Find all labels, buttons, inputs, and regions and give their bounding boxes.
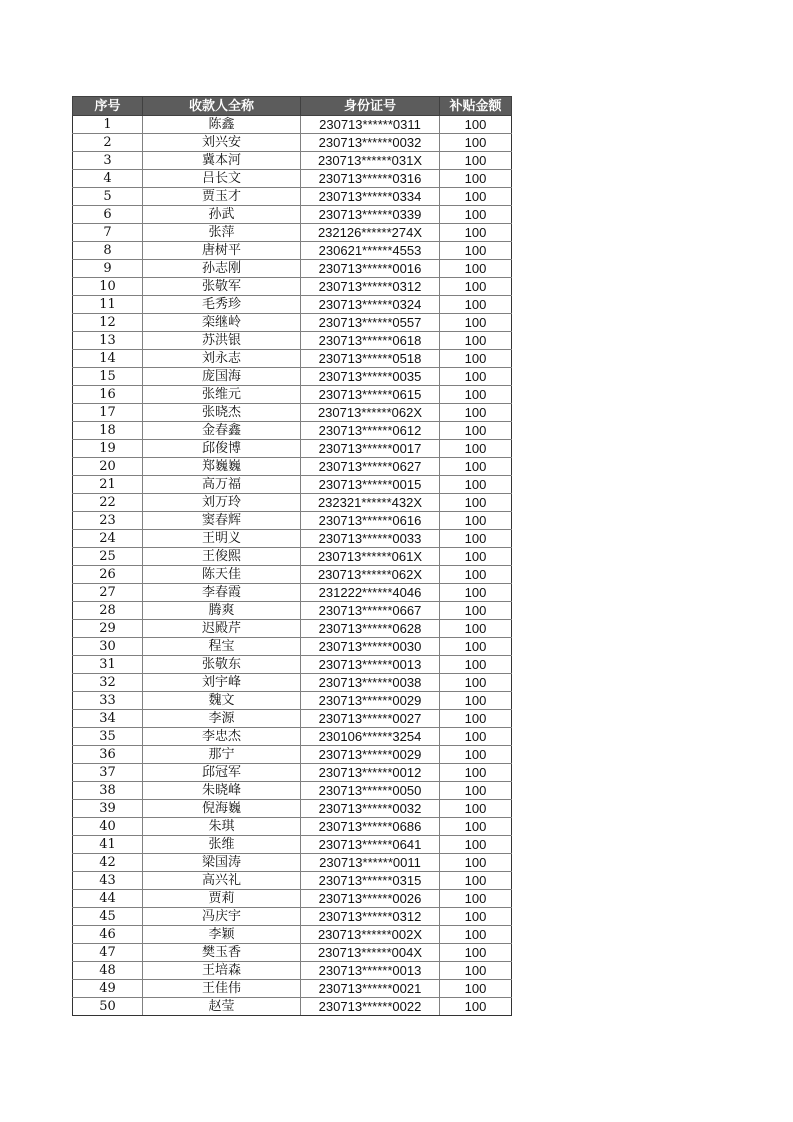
table-row bbox=[73, 296, 512, 314]
payee-name-cell: 邱俊博 bbox=[143, 440, 301, 458]
id-number-cell: 230713******0011 bbox=[301, 854, 440, 872]
table-row bbox=[73, 386, 512, 404]
id-number-cell: 230713******0627 bbox=[301, 458, 440, 476]
id-number-cell: 230621******4553 bbox=[301, 242, 440, 260]
table-row bbox=[73, 494, 512, 512]
id-number-cell: 230713******062X bbox=[301, 404, 440, 422]
payee-name-cell: 郑巍巍 bbox=[143, 458, 301, 476]
table-body bbox=[73, 116, 512, 1016]
subsidy-amount-cell: 100 bbox=[440, 422, 512, 440]
id-number-cell: 230713******0017 bbox=[301, 440, 440, 458]
payee-name-cell: 孙志刚 bbox=[143, 260, 301, 278]
payee-name-cell: 贾玉才 bbox=[143, 188, 301, 206]
payee-name-cell: 王佳伟 bbox=[143, 980, 301, 998]
serial-number-cell: 18 bbox=[73, 422, 143, 440]
subsidy-amount-cell: 100 bbox=[440, 224, 512, 242]
serial-number-cell: 50 bbox=[73, 998, 143, 1016]
table-row bbox=[73, 332, 512, 350]
table-row bbox=[73, 152, 512, 170]
header-row bbox=[73, 97, 512, 116]
subsidy-amount-cell: 100 bbox=[440, 188, 512, 206]
payee-name-cell: 李源 bbox=[143, 710, 301, 728]
subsidy-amount-cell: 100 bbox=[440, 926, 512, 944]
payee-name-cell: 那宁 bbox=[143, 746, 301, 764]
payee-name-cell: 程宝 bbox=[143, 638, 301, 656]
subsidy-amount-cell: 100 bbox=[440, 890, 512, 908]
serial-number-cell: 13 bbox=[73, 332, 143, 350]
payee-name-cell: 陈天佳 bbox=[143, 566, 301, 584]
payee-name-cell: 邱冠军 bbox=[143, 764, 301, 782]
id-number-cell: 230713******0312 bbox=[301, 278, 440, 296]
subsidy-amount-cell: 100 bbox=[440, 530, 512, 548]
id-number-cell: 230713******0013 bbox=[301, 656, 440, 674]
subsidy-amount-cell: 100 bbox=[440, 296, 512, 314]
table-row bbox=[73, 404, 512, 422]
serial-number-cell: 24 bbox=[73, 530, 143, 548]
serial-number-cell: 33 bbox=[73, 692, 143, 710]
subsidy-amount-cell: 100 bbox=[440, 314, 512, 332]
serial-number-cell: 9 bbox=[73, 260, 143, 278]
payee-name-cell: 朱琪 bbox=[143, 818, 301, 836]
table-row bbox=[73, 116, 512, 134]
payee-name-cell: 苏洪银 bbox=[143, 332, 301, 350]
serial-number-cell: 48 bbox=[73, 962, 143, 980]
id-number-cell: 230713******0618 bbox=[301, 332, 440, 350]
id-number-cell: 230106******3254 bbox=[301, 728, 440, 746]
payee-name-cell: 王俊熙 bbox=[143, 548, 301, 566]
subsidy-amount-cell: 100 bbox=[440, 566, 512, 584]
subsidy-amount-cell: 100 bbox=[440, 548, 512, 566]
serial-number-cell: 49 bbox=[73, 980, 143, 998]
payee-name-cell: 高兴礼 bbox=[143, 872, 301, 890]
serial-number-cell: 39 bbox=[73, 800, 143, 818]
id-number-cell: 230713******0615 bbox=[301, 386, 440, 404]
subsidy-amount-cell: 100 bbox=[440, 908, 512, 926]
subsidy-amount-cell: 100 bbox=[440, 458, 512, 476]
payee-name-cell: 魏文 bbox=[143, 692, 301, 710]
payee-name-cell: 倪海巍 bbox=[143, 800, 301, 818]
payee-name-cell: 李春霞 bbox=[143, 584, 301, 602]
table-row bbox=[73, 656, 512, 674]
serial-number-cell: 46 bbox=[73, 926, 143, 944]
payee-name-cell: 高万福 bbox=[143, 476, 301, 494]
subsidy-amount-cell: 100 bbox=[440, 440, 512, 458]
serial-number-cell: 25 bbox=[73, 548, 143, 566]
table-row bbox=[73, 602, 512, 620]
serial-number-cell: 5 bbox=[73, 188, 143, 206]
header-payee-name: 收款人全称 bbox=[143, 97, 301, 116]
serial-number-cell: 15 bbox=[73, 368, 143, 386]
payee-name-cell: 张敬东 bbox=[143, 656, 301, 674]
id-number-cell: 230713******0686 bbox=[301, 818, 440, 836]
table-row bbox=[73, 278, 512, 296]
subsidy-amount-cell: 100 bbox=[440, 674, 512, 692]
subsidy-amount-cell: 100 bbox=[440, 242, 512, 260]
id-number-cell: 230713******0311 bbox=[301, 116, 440, 134]
table-row bbox=[73, 746, 512, 764]
id-number-cell: 231222******4046 bbox=[301, 584, 440, 602]
payee-name-cell: 窦春辉 bbox=[143, 512, 301, 530]
table-row bbox=[73, 782, 512, 800]
payee-name-cell: 梁国涛 bbox=[143, 854, 301, 872]
id-number-cell: 230713******0022 bbox=[301, 998, 440, 1016]
serial-number-cell: 14 bbox=[73, 350, 143, 368]
table-row bbox=[73, 476, 512, 494]
subsidy-amount-cell: 100 bbox=[440, 494, 512, 512]
subsidy-amount-cell: 100 bbox=[440, 764, 512, 782]
subsidy-amount-cell: 100 bbox=[440, 746, 512, 764]
serial-number-cell: 45 bbox=[73, 908, 143, 926]
table-row bbox=[73, 512, 512, 530]
id-number-cell: 230713******0334 bbox=[301, 188, 440, 206]
serial-number-cell: 29 bbox=[73, 620, 143, 638]
table-row bbox=[73, 170, 512, 188]
serial-number-cell: 26 bbox=[73, 566, 143, 584]
table-row bbox=[73, 260, 512, 278]
id-number-cell: 230713******0316 bbox=[301, 170, 440, 188]
id-number-cell: 230713******0033 bbox=[301, 530, 440, 548]
serial-number-cell: 11 bbox=[73, 296, 143, 314]
subsidy-amount-cell: 100 bbox=[440, 782, 512, 800]
id-number-cell: 230713******0035 bbox=[301, 368, 440, 386]
table-row bbox=[73, 692, 512, 710]
table-row bbox=[73, 314, 512, 332]
id-number-cell: 230713******0029 bbox=[301, 746, 440, 764]
subsidy-amount-cell: 100 bbox=[440, 386, 512, 404]
table-row bbox=[73, 800, 512, 818]
id-number-cell: 230713******0339 bbox=[301, 206, 440, 224]
table-row bbox=[73, 548, 512, 566]
payee-name-cell: 唐树平 bbox=[143, 242, 301, 260]
payee-name-cell: 朱晓峰 bbox=[143, 782, 301, 800]
subsidy-amount-cell: 100 bbox=[440, 278, 512, 296]
id-number-cell: 230713******0312 bbox=[301, 908, 440, 926]
subsidy-amount-cell: 100 bbox=[440, 998, 512, 1016]
serial-number-cell: 42 bbox=[73, 854, 143, 872]
id-number-cell: 230713******061X bbox=[301, 548, 440, 566]
table-row bbox=[73, 710, 512, 728]
serial-number-cell: 40 bbox=[73, 818, 143, 836]
subsidy-amount-cell: 100 bbox=[440, 332, 512, 350]
subsidy-amount-cell: 100 bbox=[440, 350, 512, 368]
table-row bbox=[73, 584, 512, 602]
table-row bbox=[73, 944, 512, 962]
serial-number-cell: 41 bbox=[73, 836, 143, 854]
payee-name-cell: 栾继岭 bbox=[143, 314, 301, 332]
serial-number-cell: 19 bbox=[73, 440, 143, 458]
payee-name-cell: 冯庆宇 bbox=[143, 908, 301, 926]
payee-name-cell: 刘永志 bbox=[143, 350, 301, 368]
payee-name-cell: 刘兴安 bbox=[143, 134, 301, 152]
serial-number-cell: 16 bbox=[73, 386, 143, 404]
payee-name-cell: 陈鑫 bbox=[143, 116, 301, 134]
id-number-cell: 230713******0012 bbox=[301, 764, 440, 782]
payee-name-cell: 毛秀珍 bbox=[143, 296, 301, 314]
subsidy-amount-cell: 100 bbox=[440, 260, 512, 278]
id-number-cell: 230713******0026 bbox=[301, 890, 440, 908]
table-row bbox=[73, 638, 512, 656]
serial-number-cell: 44 bbox=[73, 890, 143, 908]
subsidy-amount-cell: 100 bbox=[440, 710, 512, 728]
payee-name-cell: 李忠杰 bbox=[143, 728, 301, 746]
subsidy-amount-cell: 100 bbox=[440, 584, 512, 602]
table-row bbox=[73, 728, 512, 746]
serial-number-cell: 47 bbox=[73, 944, 143, 962]
subsidy-amount-cell: 100 bbox=[440, 602, 512, 620]
serial-number-cell: 43 bbox=[73, 872, 143, 890]
serial-number-cell: 2 bbox=[73, 134, 143, 152]
id-number-cell: 230713******0013 bbox=[301, 962, 440, 980]
payee-name-cell: 赵莹 bbox=[143, 998, 301, 1016]
payee-name-cell: 张敬军 bbox=[143, 278, 301, 296]
table-row bbox=[73, 818, 512, 836]
payee-name-cell: 张维元 bbox=[143, 386, 301, 404]
payee-name-cell: 吕长文 bbox=[143, 170, 301, 188]
subsidy-amount-cell: 100 bbox=[440, 692, 512, 710]
table-row bbox=[73, 962, 512, 980]
table-row bbox=[73, 926, 512, 944]
payee-name-cell: 迟殿芹 bbox=[143, 620, 301, 638]
subsidy-amount-cell: 100 bbox=[440, 368, 512, 386]
payee-name-cell: 冀本河 bbox=[143, 152, 301, 170]
subsidy-amount-cell: 100 bbox=[440, 962, 512, 980]
table-row bbox=[73, 440, 512, 458]
id-number-cell: 232321******432X bbox=[301, 494, 440, 512]
subsidy-amount-cell: 100 bbox=[440, 854, 512, 872]
subsidy-amount-cell: 100 bbox=[440, 476, 512, 494]
id-number-cell: 230713******0016 bbox=[301, 260, 440, 278]
table-row bbox=[73, 188, 512, 206]
table-row bbox=[73, 764, 512, 782]
serial-number-cell: 36 bbox=[73, 746, 143, 764]
id-number-cell: 232126******274X bbox=[301, 224, 440, 242]
payee-name-cell: 贾莉 bbox=[143, 890, 301, 908]
table-row bbox=[73, 350, 512, 368]
serial-number-cell: 34 bbox=[73, 710, 143, 728]
id-number-cell: 230713******0315 bbox=[301, 872, 440, 890]
table-row bbox=[73, 980, 512, 998]
subsidy-amount-cell: 100 bbox=[440, 872, 512, 890]
table-row bbox=[73, 890, 512, 908]
serial-number-cell: 12 bbox=[73, 314, 143, 332]
serial-number-cell: 31 bbox=[73, 656, 143, 674]
subsidy-amount-cell: 100 bbox=[440, 134, 512, 152]
id-number-cell: 230713******0038 bbox=[301, 674, 440, 692]
subsidy-amount-cell: 100 bbox=[440, 728, 512, 746]
payee-name-cell: 刘宇峰 bbox=[143, 674, 301, 692]
id-number-cell: 230713******0641 bbox=[301, 836, 440, 854]
payee-name-cell: 王培森 bbox=[143, 962, 301, 980]
table-row bbox=[73, 530, 512, 548]
payee-name-cell: 孙武 bbox=[143, 206, 301, 224]
table-row bbox=[73, 458, 512, 476]
serial-number-cell: 35 bbox=[73, 728, 143, 746]
serial-number-cell: 21 bbox=[73, 476, 143, 494]
serial-number-cell: 20 bbox=[73, 458, 143, 476]
id-number-cell: 230713******0030 bbox=[301, 638, 440, 656]
id-number-cell: 230713******031X bbox=[301, 152, 440, 170]
payee-name-cell: 腾爽 bbox=[143, 602, 301, 620]
payee-name-cell: 张萍 bbox=[143, 224, 301, 242]
subsidy-amount-cell: 100 bbox=[440, 800, 512, 818]
subsidy-amount-cell: 100 bbox=[440, 656, 512, 674]
serial-number-cell: 6 bbox=[73, 206, 143, 224]
serial-number-cell: 4 bbox=[73, 170, 143, 188]
id-number-cell: 230713******0324 bbox=[301, 296, 440, 314]
table-row bbox=[73, 206, 512, 224]
table-row bbox=[73, 998, 512, 1016]
payee-name-cell: 张维 bbox=[143, 836, 301, 854]
payee-name-cell: 庞国海 bbox=[143, 368, 301, 386]
id-number-cell: 230713******0015 bbox=[301, 476, 440, 494]
subsidy-amount-cell: 100 bbox=[440, 944, 512, 962]
serial-number-cell: 32 bbox=[73, 674, 143, 692]
id-number-cell: 230713******0032 bbox=[301, 134, 440, 152]
subsidy-amount-cell: 100 bbox=[440, 980, 512, 998]
id-number-cell: 230713******0029 bbox=[301, 692, 440, 710]
serial-number-cell: 22 bbox=[73, 494, 143, 512]
subsidy-amount-cell: 100 bbox=[440, 836, 512, 854]
table-row bbox=[73, 566, 512, 584]
table-row bbox=[73, 836, 512, 854]
payee-name-cell: 刘万玲 bbox=[143, 494, 301, 512]
table-row bbox=[73, 224, 512, 242]
id-number-cell: 230713******002X bbox=[301, 926, 440, 944]
id-number-cell: 230713******0557 bbox=[301, 314, 440, 332]
serial-number-cell: 7 bbox=[73, 224, 143, 242]
table-row bbox=[73, 854, 512, 872]
serial-number-cell: 23 bbox=[73, 512, 143, 530]
id-number-cell: 230713******0616 bbox=[301, 512, 440, 530]
payee-name-cell: 王明义 bbox=[143, 530, 301, 548]
table-row bbox=[73, 368, 512, 386]
serial-number-cell: 3 bbox=[73, 152, 143, 170]
id-number-cell: 230713******0021 bbox=[301, 980, 440, 998]
id-number-cell: 230713******0612 bbox=[301, 422, 440, 440]
payee-name-cell: 李颖 bbox=[143, 926, 301, 944]
serial-number-cell: 37 bbox=[73, 764, 143, 782]
subsidy-amount-cell: 100 bbox=[440, 512, 512, 530]
payee-name-cell: 张晓杰 bbox=[143, 404, 301, 422]
serial-number-cell: 1 bbox=[73, 116, 143, 134]
table-row bbox=[73, 620, 512, 638]
table-row bbox=[73, 422, 512, 440]
serial-number-cell: 17 bbox=[73, 404, 143, 422]
table-row bbox=[73, 674, 512, 692]
header-subsidy-amount: 补贴金额 bbox=[440, 97, 512, 116]
id-number-cell: 230713******062X bbox=[301, 566, 440, 584]
id-number-cell: 230713******0032 bbox=[301, 800, 440, 818]
serial-number-cell: 38 bbox=[73, 782, 143, 800]
subsidy-amount-cell: 100 bbox=[440, 206, 512, 224]
subsidy-amount-cell: 100 bbox=[440, 170, 512, 188]
table-row bbox=[73, 242, 512, 260]
payee-name-cell: 樊玉香 bbox=[143, 944, 301, 962]
serial-number-cell: 27 bbox=[73, 584, 143, 602]
subsidy-amount-cell: 100 bbox=[440, 152, 512, 170]
header-id-number: 身份证号 bbox=[301, 97, 440, 116]
subsidy-table bbox=[72, 96, 512, 1016]
subsidy-amount-cell: 100 bbox=[440, 818, 512, 836]
subsidy-amount-cell: 100 bbox=[440, 116, 512, 134]
id-number-cell: 230713******0628 bbox=[301, 620, 440, 638]
id-number-cell: 230713******0667 bbox=[301, 602, 440, 620]
serial-number-cell: 30 bbox=[73, 638, 143, 656]
id-number-cell: 230713******0027 bbox=[301, 710, 440, 728]
subsidy-amount-cell: 100 bbox=[440, 404, 512, 422]
serial-number-cell: 28 bbox=[73, 602, 143, 620]
header-serial-number: 序号 bbox=[73, 97, 143, 116]
table-row bbox=[73, 134, 512, 152]
payee-name-cell: 金春鑫 bbox=[143, 422, 301, 440]
serial-number-cell: 10 bbox=[73, 278, 143, 296]
table-row bbox=[73, 872, 512, 890]
subsidy-amount-cell: 100 bbox=[440, 638, 512, 656]
table-row bbox=[73, 908, 512, 926]
subsidy-amount-cell: 100 bbox=[440, 620, 512, 638]
id-number-cell: 230713******004X bbox=[301, 944, 440, 962]
id-number-cell: 230713******0050 bbox=[301, 782, 440, 800]
id-number-cell: 230713******0518 bbox=[301, 350, 440, 368]
serial-number-cell: 8 bbox=[73, 242, 143, 260]
